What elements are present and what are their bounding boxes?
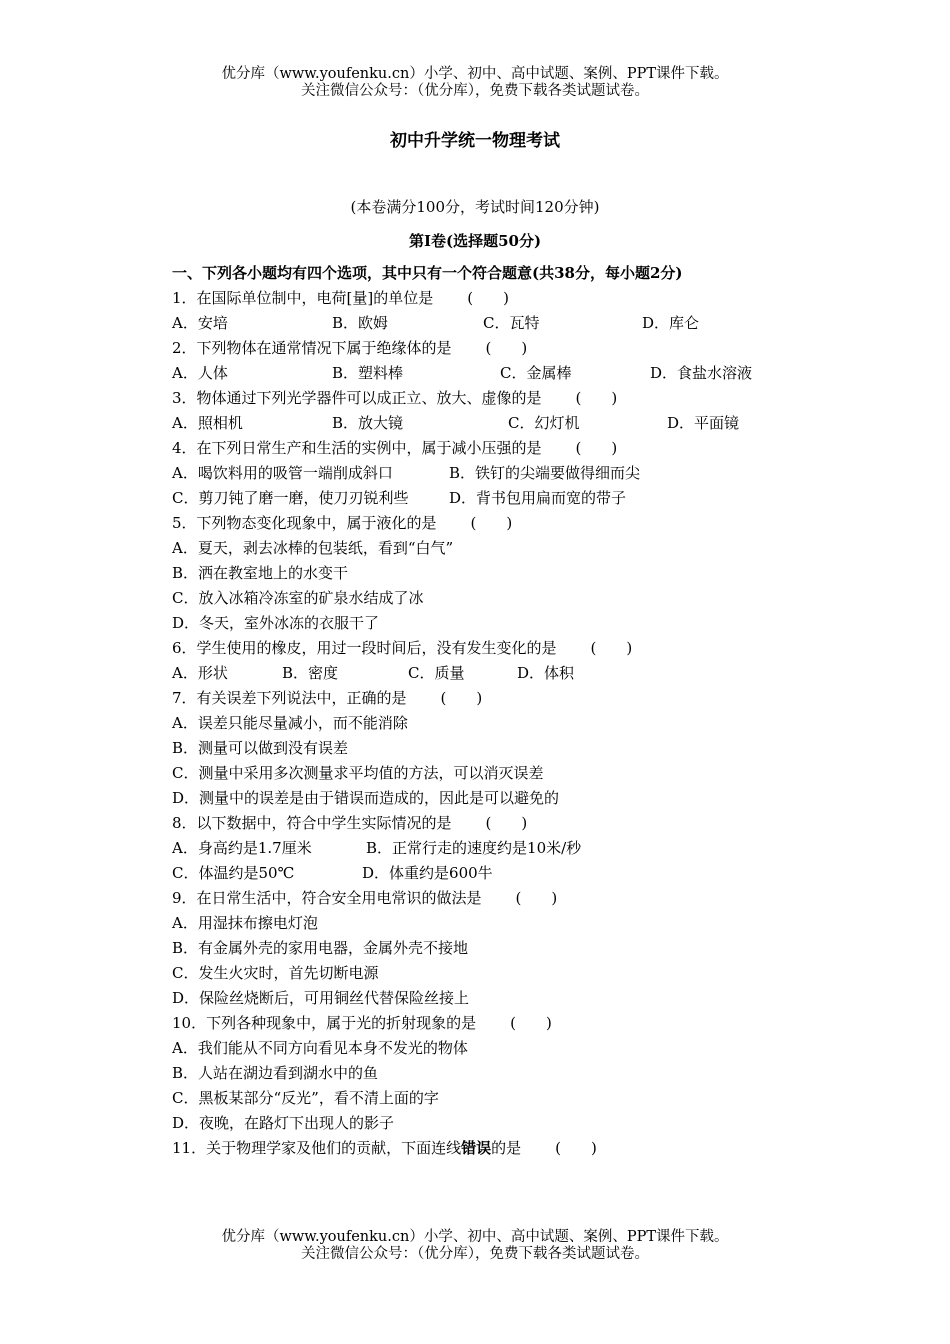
options-row — [172, 836, 812, 861]
option-b: B．测量可以做到没有误差 — [172, 739, 349, 757]
option-c: C．幻灯机 — [508, 414, 580, 432]
answer-paren: ( ) — [440, 689, 483, 707]
answer-paren: ( ) — [575, 389, 618, 407]
question-1 — [172, 286, 812, 311]
page-title: 初中升学统一物理考试 — [390, 131, 560, 151]
question-list — [172, 286, 812, 1161]
options-row — [172, 411, 812, 436]
answer-paren: ( ) — [467, 289, 509, 307]
option-b: B．有金属外壳的家用电器，金属外壳不接地 — [172, 939, 469, 957]
question-stem: 11．关于物理学家及他们的贡献，下面连线 — [172, 1139, 462, 1157]
question-11 — [172, 1136, 812, 1161]
answer-paren: ( ) — [515, 889, 558, 907]
options-row — [172, 861, 812, 886]
exam-note: (本卷满分100分，考试时间120分钟) — [350, 198, 600, 216]
question-stem-emphasis: 错误 — [461, 1139, 492, 1157]
option-c: C．金属棒 — [500, 364, 572, 382]
answer-paren: ( ) — [510, 1014, 552, 1032]
option-d: D．食盐水溶液 — [650, 364, 753, 382]
option-b: B．塑料棒 — [332, 364, 404, 382]
answer-paren: ( ) — [590, 639, 633, 657]
option-b: B．洒在教室地上的水变干 — [172, 564, 349, 582]
question-3 — [172, 386, 812, 411]
question-9 — [172, 886, 812, 911]
option-a: A．我们能从不同方向看见本身不发光的物体 — [172, 1039, 468, 1057]
option-a: A．照相机 — [172, 414, 243, 432]
option-b: B．欧姆 — [332, 314, 389, 332]
option-d: D．体重约是600牛 — [362, 864, 493, 882]
question-5 — [172, 511, 812, 536]
options-row — [172, 311, 812, 336]
option-a: A．安培 — [172, 314, 228, 332]
question-stem: 7．有关误差下列说法中，正确的是 — [172, 689, 407, 707]
option-d: D．保险丝烧断后，可用铜丝代替保险丝接上 — [172, 989, 470, 1007]
answer-paren: ( ) — [485, 339, 528, 357]
footer-line-1: 优分库（www.youfenku.cn）小学、初中、高中试题、案例、PPT课件下载。 — [221, 1229, 729, 1245]
question-stem: 9．在日常生活中，符合安全用电常识的做法是 — [172, 889, 482, 907]
option-d: D．测量中的误差是由于错误而造成的，因此是可以避免的 — [172, 789, 560, 807]
page-footer — [0, 1229, 950, 1263]
option-d: D．库仑 — [642, 314, 700, 332]
answer-paren: ( ) — [575, 439, 618, 457]
answer-paren: ( ) — [485, 814, 528, 832]
question-8 — [172, 811, 812, 836]
question-6 — [172, 636, 812, 661]
question-stem: 1．在国际单位制中，电荷[量]的单位是 — [172, 289, 434, 307]
page-header — [0, 66, 950, 100]
option-a: A．形状 — [172, 664, 228, 682]
option-c: C．发生火灾时，首先切断电源 — [172, 964, 379, 982]
footer-line-2: 关注微信公众号：（优分库），免费下载各类试题试卷。 — [301, 1246, 649, 1262]
option-c: C．黑板某部分“反光”，看不清上面的字 — [172, 1089, 439, 1107]
options-row — [172, 486, 812, 511]
question-stem: 5．下列物态变化现象中，属于液化的是 — [172, 514, 437, 532]
option-b: B．铁钉的尖端要做得细而尖 — [449, 464, 641, 482]
option-d: D．体积 — [517, 664, 575, 682]
option-a: A．人体 — [172, 364, 228, 382]
option-d: D．冬天，室外冰冻的衣服干了 — [172, 614, 380, 632]
header-line-2: 关注微信公众号：（优分库），免费下载各类试题试卷。 — [301, 83, 649, 99]
header-line-1: 优分库（www.youfenku.cn）小学、初中、高中试题、案例、PPT课件下载。 — [221, 66, 729, 82]
question-4 — [172, 436, 812, 461]
option-d: D．平面镜 — [667, 414, 740, 432]
option-a: A．夏天，剥去冰棒的包装纸，看到“白气” — [172, 539, 454, 557]
option-a: A．喝饮料用的吸管一端削成斜口 — [172, 464, 393, 482]
question-stem: 10．下列各种现象中，属于光的折射现象的是 — [172, 1014, 477, 1032]
option-b: B．人站在湖边看到湖水中的鱼 — [172, 1064, 379, 1082]
option-c: C．放入冰箱冷冻室的矿泉水结成了冰 — [172, 589, 424, 607]
option-b: B．正常行走的速度约是10米/秒 — [366, 839, 582, 857]
options-row — [172, 361, 812, 386]
option-c: C．瓦特 — [483, 314, 540, 332]
option-c: C．体温约是50℃ — [172, 864, 295, 882]
option-a: A．误差只能尽量减小，而不能消除 — [172, 714, 408, 732]
question-2 — [172, 336, 812, 361]
answer-paren: ( ) — [470, 514, 513, 532]
option-b: B．密度 — [282, 664, 339, 682]
option-c: C．剪刀钝了磨一磨，使刀刃锐利些 — [172, 489, 409, 507]
question-stem-end: 的是 — [491, 1139, 522, 1157]
option-a: A．身高约是1.7厘米 — [172, 839, 312, 857]
question-7 — [172, 686, 812, 711]
options-row — [172, 661, 812, 686]
question-stem: 8．以下数据中，符合中学生实际情况的是 — [172, 814, 452, 832]
option-a: A．用湿抹布擦电灯泡 — [172, 914, 318, 932]
part-title: 第Ⅰ卷(选择题50分) — [408, 232, 542, 250]
options-row — [172, 461, 812, 486]
option-d: D．背书包用扁而宽的带子 — [449, 489, 627, 507]
option-d: D．夜晚，在路灯下出现人的影子 — [172, 1114, 395, 1132]
section-title: 一、下列各小题均有四个选项，其中只有一个符合题意(共38分，每小题2分) — [172, 264, 683, 282]
option-b: B．放大镜 — [332, 414, 404, 432]
question-stem: 4．在下列日常生产和生活的实例中，属于减小压强的是 — [172, 439, 542, 457]
question-stem: 2．下列物体在通常情况下属于绝缘体的是 — [172, 339, 452, 357]
question-stem: 3．物体通过下列光学器件可以成正立、放大、虚像的是 — [172, 389, 542, 407]
answer-paren: ( ) — [555, 1139, 597, 1157]
option-c: C．测量中采用多次测量求平均值的方法，可以消灭误差 — [172, 764, 544, 782]
question-stem: 6．学生使用的橡皮，用过一段时间后，没有发生变化的是 — [172, 639, 557, 657]
option-c: C．质量 — [408, 664, 465, 682]
question-10 — [172, 1011, 812, 1036]
